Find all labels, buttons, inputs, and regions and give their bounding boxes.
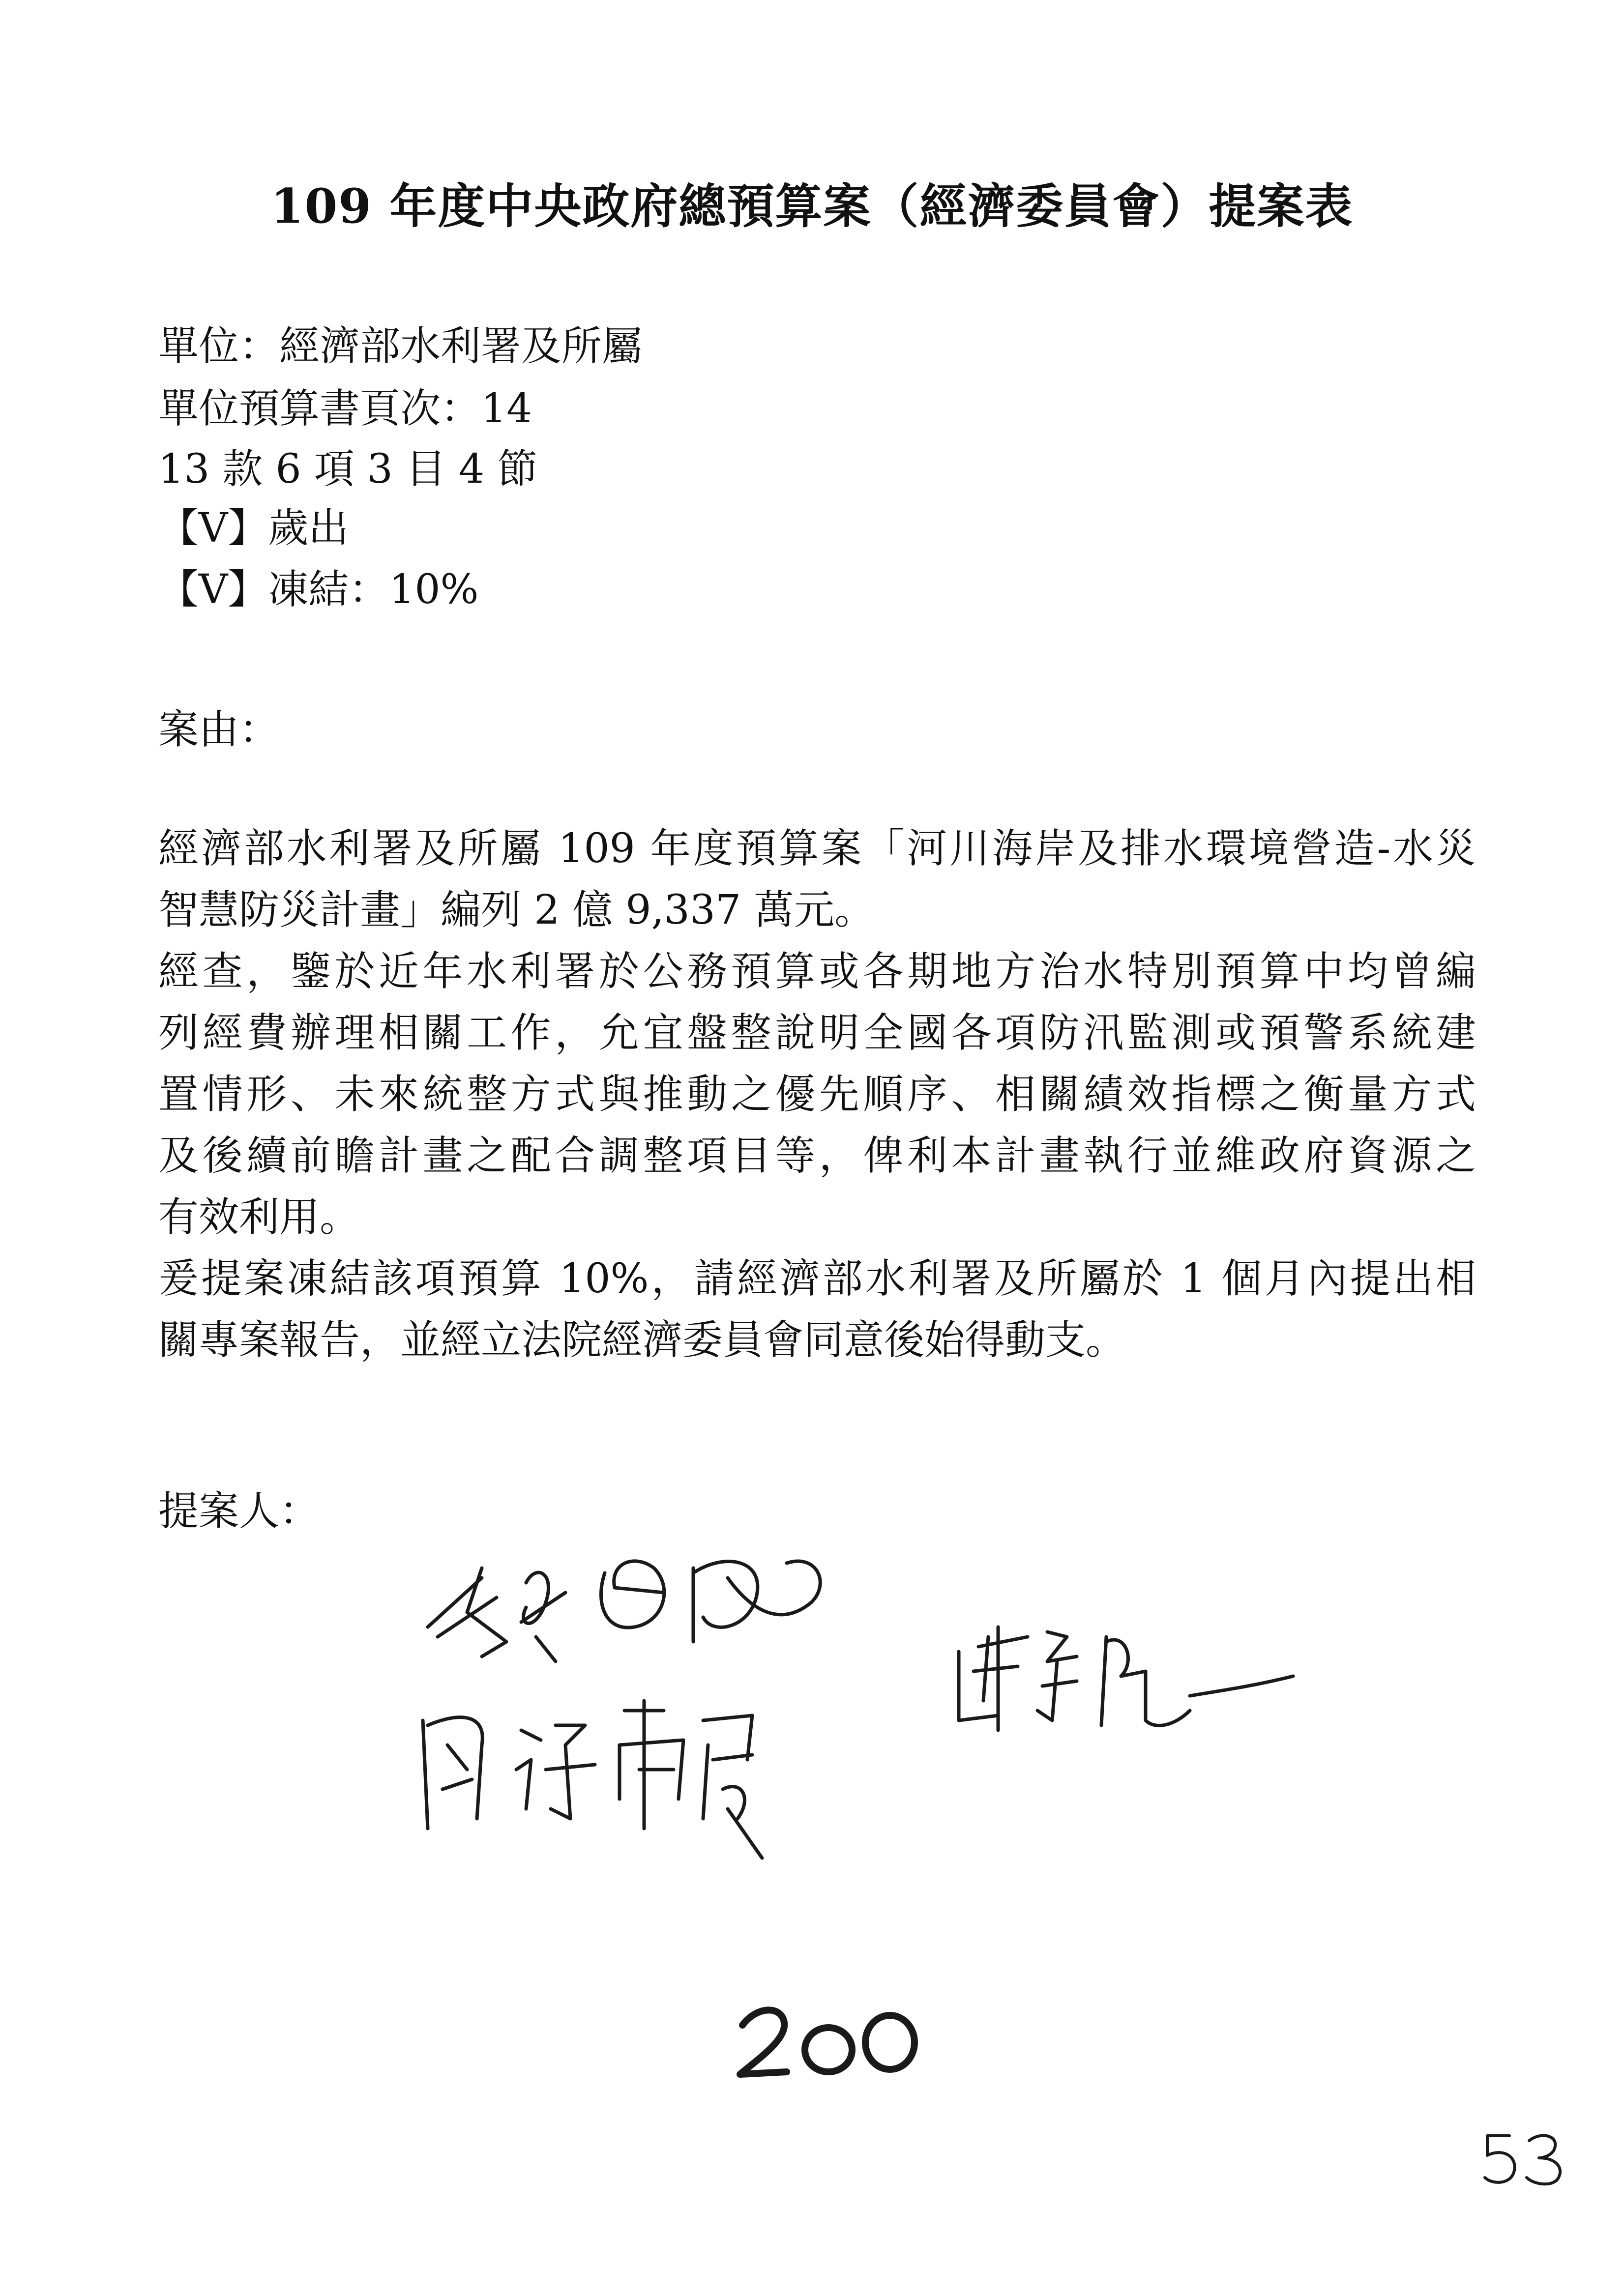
signature-1 [428,1561,820,1661]
signature-2 [423,1701,762,1858]
reason-line: 經查，鑒於近年水利署於公務預算或各期地方治水特別預算中均曾編 [158,948,1476,995]
reason-line: 及後續前瞻計畫之配合調整項目等，俾利本計畫執行並維政府資源之 [158,1133,1476,1179]
reason-label: 案由： [158,706,280,753]
document-title: 109 年度中央政府總預算案（經濟委員會）提案表 [270,178,1354,234]
reason-line: 有效利用。 [158,1194,360,1241]
freeze-checkbox-line: 【V】凍結：10% [158,566,479,613]
handwritten-number-drawing [728,1991,934,2089]
reason-line: 經濟部水利署及所屬 109 年度預算案「河川海岸及排水環境營造-水災 [158,825,1476,872]
unit-line: 單位：經濟部水利署及所屬 [158,323,643,370]
page-number-drawing [1475,2123,1573,2192]
reason-line: 列經費辦理相關工作，允宜盤整說明全國各項防汛監測或預警系統建 [158,1010,1476,1056]
signatures-handwritten [408,1514,1342,1868]
proposer-label: 提案人： [158,1488,320,1535]
reason-line: 關專案報告，並經立法院經濟委員會同意後始得動支。 [158,1317,1126,1364]
signature-3 [959,1627,1293,1730]
budget-item-line: 13 款 6 項 3 目 4 節 [158,446,538,493]
reason-line: 爰提案凍結該項預算 10%，請經濟部水利署及所屬於 1 個月內提出相 [158,1255,1476,1302]
reason-line: 置情形、未來統整方式與推動之優先順序、相關績效指標之衡量方式 [158,1071,1476,1118]
reason-line: 智慧防災計畫」編列 2 億 9,337 萬元。 [158,887,875,933]
budget-page-line: 單位預算書頁次：14 [158,385,532,432]
expenditure-checkbox-line: 【V】歲出 [158,505,349,552]
